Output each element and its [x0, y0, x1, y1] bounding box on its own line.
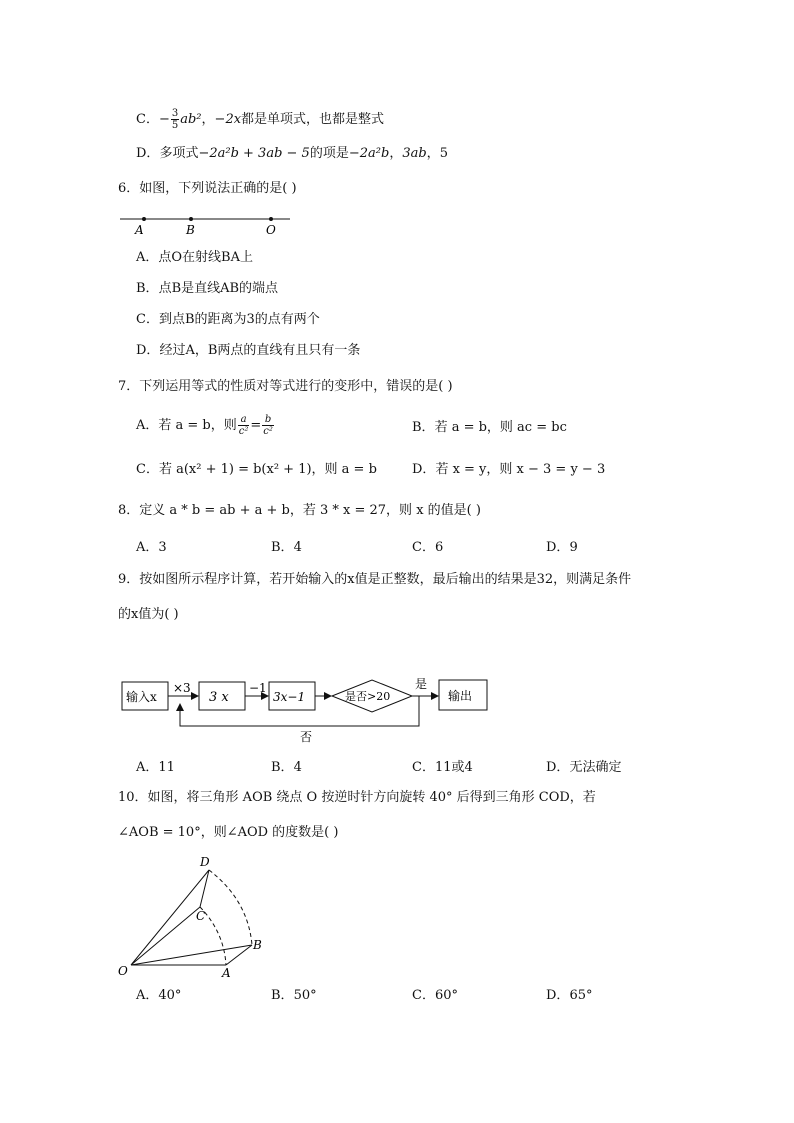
q8-option-b: B．4	[271, 540, 302, 555]
q6-option-a: A．点O在射线BA上	[136, 250, 253, 265]
q10-option-a: A．40°	[136, 988, 182, 1003]
separator: ，	[201, 112, 215, 127]
q10-stem-line1: 10．如图，将三角形 AOB 绕点 O 按逆时针方向旋转 40° 后得到三角形 COD，若	[118, 790, 596, 805]
fraction-denominator: 5	[171, 120, 179, 131]
point-c-label: C	[196, 909, 206, 923]
point-a-label: A	[135, 223, 144, 237]
fraction-numerator: 3	[171, 108, 179, 119]
box-3x-label: 3 x	[209, 690, 229, 705]
q10-option-d: D．65°	[546, 988, 593, 1003]
option-label: C．	[136, 112, 159, 127]
q8-option-a: A．3	[136, 540, 167, 555]
option-text: 的项是	[309, 146, 349, 161]
q9-option-a: A．11	[136, 760, 175, 775]
output-label: 输出	[448, 689, 473, 703]
fraction-b-c2: $\frac{b}{\text{c²}}$	[263, 414, 273, 437]
q6-option-d: D．经过A，B两点的直线有且只有一条	[136, 343, 361, 358]
q9-stem-line1: 9．按如图所示程序计算，若开始输入的x值是正整数，最后输出的结果是32，则满足条件	[118, 572, 632, 587]
minus1-label: −1	[249, 681, 267, 695]
q9-stem-line2: 的x值为( )	[118, 607, 179, 622]
fraction-3-5	[171, 108, 179, 131]
q6-stem: 6．如图，下列说法正确的是( )	[118, 181, 297, 196]
polynomial-expression: −2a²b + 3ab − 5	[198, 146, 310, 161]
option-text: 都是单项式，也都是整式	[241, 112, 385, 127]
yes-label: 是	[415, 677, 428, 691]
segment-ab	[226, 945, 252, 965]
q10-stem-line2: ∠AOB = 10°，则∠AOD 的度数是( )	[118, 825, 339, 840]
term-3: 5	[439, 146, 448, 161]
point-b-label: B	[253, 938, 262, 952]
q7-option-b: B．若 a = b，则 ac = bc	[412, 420, 567, 435]
point-o-label: O	[266, 223, 276, 237]
q9-flowchart	[116, 670, 496, 750]
q10-option-b: B．50°	[271, 988, 317, 1003]
q9-option-c: C．11或4	[412, 760, 473, 775]
times3-label: ×3	[173, 681, 191, 695]
q5-option-c	[136, 108, 384, 131]
box-3x-minus-1-label: 3x−1	[273, 690, 306, 704]
q10-rotation-diagram	[116, 852, 276, 982]
q5-option-d: D．多项式−2a²b + 3ab − 5的项是−2a²b，3ab，5	[136, 146, 448, 161]
arc-b-to-d	[209, 870, 252, 945]
q6-option-c: C．到点B的距离为3的点有两个	[136, 312, 320, 327]
term-2: 3ab	[402, 146, 427, 161]
q6-option-b: B．点B是直线AB的端点	[136, 281, 279, 296]
q9-option-b: B．4	[271, 760, 302, 775]
q7-option-a: A．若 a = b，则 $\frac{a}{\text{c²}}$ = $\frac{b}{\text{c²}}$	[136, 414, 273, 437]
point-a-label: A	[222, 966, 231, 980]
point-o-label: O	[118, 964, 128, 978]
q10-option-c: C．60°	[412, 988, 458, 1003]
point-d-label: D	[200, 855, 210, 869]
q7-option-c: C．若 a(x² + 1) = b(x² + 1)，则 a = b	[136, 462, 377, 477]
segment-ob	[131, 945, 252, 965]
point-o-dot	[269, 217, 273, 221]
point-a-dot	[142, 217, 146, 221]
q9-option-d: D．无法确定	[546, 760, 622, 775]
point-b-dot	[189, 217, 193, 221]
monomial-minus-2x: −2x	[214, 112, 242, 127]
q7-stem: 7．下列运用等式的性质对等式进行的变形中，错误的是( )	[118, 379, 453, 394]
q7-option-d: D．若 x = y，则 x − 3 = y − 3	[412, 462, 606, 477]
decision-label: 是否>20	[345, 690, 391, 703]
q8-option-c: C．6	[412, 540, 444, 555]
monomial-ab2: ab²	[180, 112, 202, 127]
term-1: −2a²b	[348, 146, 390, 161]
q6-line-diagram	[116, 208, 316, 238]
input-label: 输入x	[126, 690, 157, 704]
option-text: 多项式	[159, 146, 199, 161]
q8-option-d: D．9	[546, 540, 578, 555]
fraction-a-c2: $\frac{a}{\text{c²}}$	[238, 414, 249, 437]
no-label: 否	[300, 730, 313, 744]
point-b-label: B	[186, 223, 195, 237]
q8-stem: 8．定义 a * b = ab + a + b，若 3 * x = 27，则 x 的值是( )	[118, 503, 481, 518]
option-label: D．	[136, 146, 160, 161]
minus-sign: −	[158, 112, 170, 127]
